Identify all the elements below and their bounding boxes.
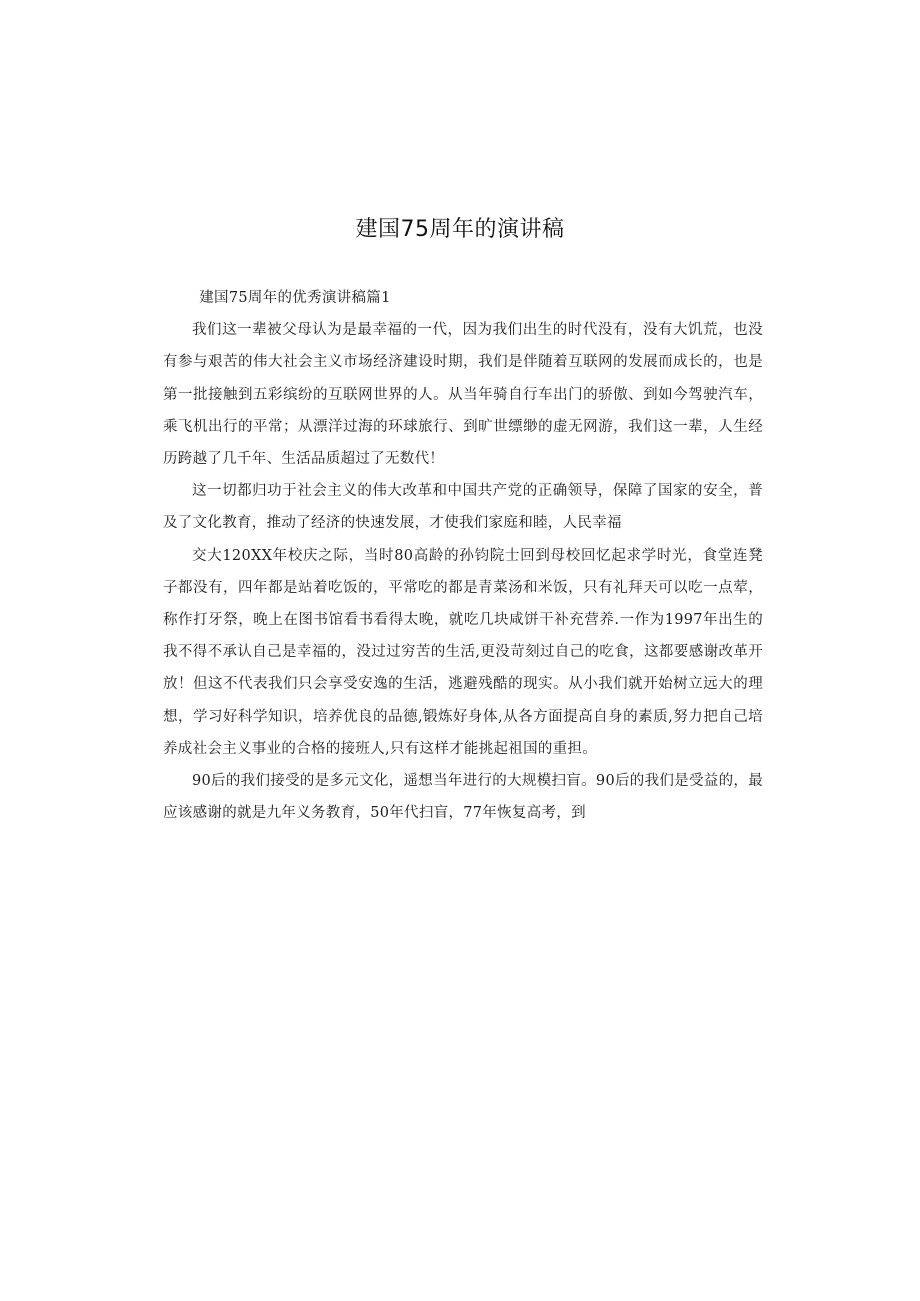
section-heading: 建国75周年的优秀演讲稿篇1 [199,290,391,306]
document-body [163,282,763,829]
paragraph-1: 我们这一辈被父母认为是最幸福的一代，因为我们出生的时代没有，没有大饥荒，也没有参与艰苦的伟大社会主义市场经济建设时期，我们是伴随着互联网的发展而成长的，也是第一批接触到五彩缤纷的互联网世界的人。从当年骑自行车出门的骄傲、到如今驾驶汽车，乘飞机出行的平常；从漂洋过海的环球旅行、到旷世缥缈的虚无网游，我们这一辈，人生经历跨越了几千年、生活品质超过了无数代！ [163,322,763,468]
paragraph-3: 交大120XX年校庆之际，当时80高龄的孙钧院士回到母校回忆起求学时光，食堂连凳子都没有，四年都是站着吃饭的，平常吃的都是青菜汤和米饭，只有礼拜天可以吃一点荤，称作打牙祭，晚上在图书馆看书看得太晚，就吃几块咸饼干补充营养.一作为1997年出生的我不得不承认自己是幸福的，没过过穷苦的生活,更没苛刻过自己的吃食，这都要感谢改革开放！但这不代表我们只会享受安逸的生活，逃避残酷的现实。从小我们就开始树立远大的理想，学习好科学知识，培养优良的品德,锻炼好身体,从各方面提高自身的素质,努力把自己培养成社会主义事业的合格的接班人,只有这样才能挑起祖国的重担。 [163,547,763,757]
paragraph-2: 这一切都归功于社会主义的伟大改革和中国共产党的正确领导，保障了国家的安全，普及了文化教育，推动了经济的快速发展，才使我们家庭和睦，人民幸福 [163,483,763,532]
paragraph-4: 90后的我们接受的是多元文化，遥想当年进行的大规模扫盲。90后的我们是受益的，最应该感谢的就是九年义务教育，50年代扫盲，77年恢复高考，到 [163,773,763,822]
document-title: 建国75周年的演讲稿 [355,217,565,242]
